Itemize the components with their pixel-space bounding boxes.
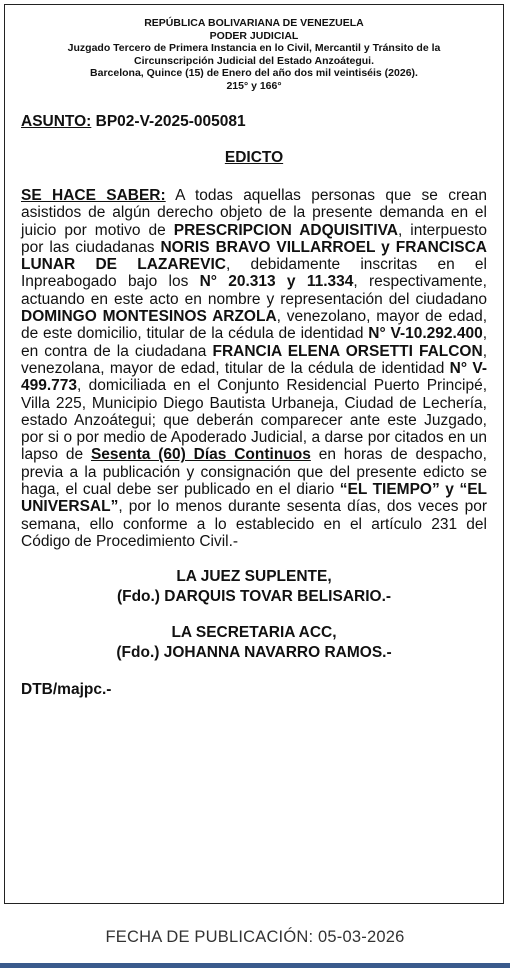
body-text-6: , en contra de la ciudadana <box>21 325 488 360</box>
header-line-power: PODER JUDICIAL <box>209 29 299 42</box>
signature-judge-title: LA JUEZ SUPLENTE, <box>176 568 332 586</box>
signature-secretary-title: LA SECRETARIA ACC, <box>171 624 337 642</box>
body-text-10: , por lo menos durante sesenta días, dos veces por semana, ello conforme a lo establecido en el artículo 231 del Código de Procedimiento Civil.- <box>21 498 487 550</box>
body-bold-6: FRANCIA ELENA ORSETTI FALCON <box>212 342 483 360</box>
body-bold-7: N° V- 499.773 <box>21 359 488 395</box>
body-bold-3: N° 20.313 y 11.334 <box>199 273 354 291</box>
case-value: BP02-V-2025-005081 <box>91 113 246 130</box>
header-line-jurisdiction: Circunscripción Judicial del Estado Anzoátegui. <box>134 54 374 67</box>
court-header <box>21 17 487 92</box>
body-bold-5: N° V-10.292.400 <box>368 325 483 343</box>
body-text-5: , venezolano, mayor de edad, de este domicilio, titular de la cédula de identidad <box>21 308 487 343</box>
body-text-4: , respectivamente, actuando en este acto en nombre y representación del ciudadano <box>21 273 487 308</box>
signature-secretary <box>21 623 487 663</box>
signature-judge <box>21 567 487 607</box>
body-text-2: , interpuesto por las ciudadanas <box>21 221 488 256</box>
edict-frame <box>4 4 504 904</box>
signature-judge-name: (Fdo.) DARQUIS TOVAR BELISARIO.- <box>116 588 392 606</box>
body-text-7: , venezolana, mayor de edad, titular de la cédula de identidad <box>21 342 487 377</box>
body-bold-8: Sesenta (60) Días Continuos <box>90 446 311 464</box>
body-lead: SE HACE SABER: <box>21 187 166 204</box>
document-title: EDICTO <box>224 149 284 166</box>
body-text-8: , domiciliada en el Conjunto Residencial Puerto Principé, Villa 225, Municipio Diego Bautista Urbaneja, Ciudad de Lechería, estado Anzoátegui; que deberán comparecer ante este Juzgado, por si o por medio de Apoderado Judicial, a darse por citados en un lapso de <box>21 377 487 464</box>
edict-body <box>21 187 487 550</box>
initials: DTB/majpc.- <box>21 681 112 699</box>
header-line-years: 215° y 166° <box>226 79 282 92</box>
body-text-1: A todas aquellas personas que se crean asistidos de algún derecho objeto de la presente demanda en el juicio por motivo de <box>21 187 487 239</box>
case-label: ASUNTO: <box>21 113 92 130</box>
bottom-bar <box>0 963 510 968</box>
header-line-date: Barcelona, Quince (15) de Enero del año dos mil veintiséis (2026). <box>90 67 418 79</box>
body-text-9: en horas de despacho, previa a la publicación y consignación que del presente edicto se haga, el cual debe ser publicado en el diario <box>21 446 487 499</box>
body-bold-2: NORIS BRAVO VILLARROEL y FRANCISCA LUNAR DE LAZAREVIC <box>21 238 488 274</box>
header-line-country: REPÚBLICA BOLIVARIANA DE VENEZUELA <box>144 17 364 29</box>
header-line-court: Juzgado Tercero de Primera Instancia en lo Civil, Mercantil y Tránsito de la <box>67 42 441 54</box>
signature-secretary-name: (Fdo.) JOHANNA NAVARRO RAMOS.- <box>116 644 392 662</box>
body-bold-1: PRESCRIPCION ADQUISITIVA <box>173 221 398 239</box>
body-text-3: , debidamente inscritas en el Inpreabogado bajo los <box>21 256 487 291</box>
body-bold-9: “EL TIEMPO” y “EL UNIVERSAL” <box>21 481 487 516</box>
publication-date: FECHA DE PUBLICACIÓN: 05-03-2026 <box>105 928 405 946</box>
case-number <box>21 113 487 131</box>
body-bold-4: DOMINGO MONTESINOS ARZOLA <box>21 308 277 326</box>
